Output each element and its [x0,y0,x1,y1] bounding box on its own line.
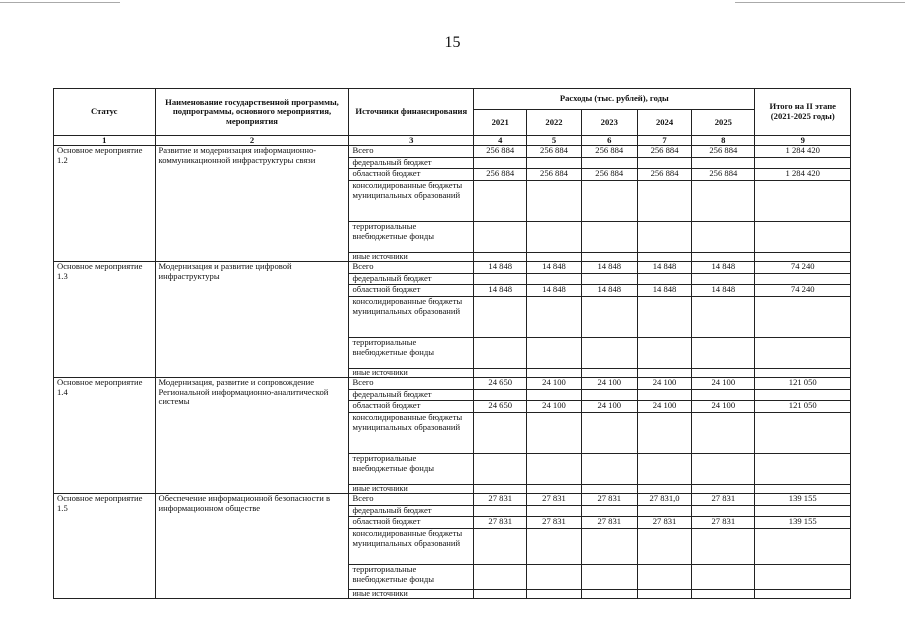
year-value-cell [527,529,581,565]
measure-status: Основное мероприятие 1.5 [54,494,156,599]
measure-name: Модернизация, развитие и сопровождение Региональной информационно-аналитической системы [155,378,349,494]
year-value-cell: 256 884 [581,146,637,158]
year-value-cell [474,274,527,285]
year-value-cell: 24 100 [527,401,581,413]
year-value-cell [692,338,755,369]
year-value-cell [637,222,691,253]
year-value-cell: 24 100 [637,378,691,390]
col-number: 4 [474,136,527,146]
year-value-cell [581,158,637,169]
total-value-cell: 1 284 420 [755,146,851,158]
year-value-cell: 256 884 [692,146,755,158]
year-value-cell [692,181,755,222]
col-number: 2 [155,136,349,146]
year-value-cell: 14 848 [637,262,691,274]
year-value-cell [637,506,691,517]
header-total: Итого на II этапе (2021-2025 годы) [755,89,851,136]
year-value-cell: 256 884 [527,146,581,158]
year-value-cell [474,529,527,565]
year-value-cell: 27 831 [581,494,637,506]
year-value-cell [527,369,581,378]
funding-source-label: областной бюджет [349,169,474,181]
year-value-cell [527,590,581,599]
header-year: 2025 [692,110,755,136]
year-value-cell [527,454,581,485]
col-number: 3 [349,136,474,146]
year-value-cell [581,565,637,590]
funding-source-label: территориальные внебюджетные фонды [349,565,474,590]
total-value-cell [755,565,851,590]
total-value-cell [755,181,851,222]
year-value-cell [474,297,527,338]
total-value-cell: 1 284 420 [755,169,851,181]
year-value-cell [637,369,691,378]
table-row [54,378,851,390]
year-value-cell: 256 884 [637,169,691,181]
year-value-cell [527,158,581,169]
year-value-cell: 14 848 [474,262,527,274]
year-value-cell [581,253,637,262]
year-value-cell [527,390,581,401]
measure-name: Обеспечение информационной безопасности в информационном обществе [155,494,349,599]
budget-table [53,88,851,599]
year-value-cell [474,338,527,369]
year-value-cell [474,506,527,517]
year-value-cell: 14 848 [692,285,755,297]
measure-name: Развитие и модернизация информационно-коммуникационной инфраструктуры связи [155,146,349,262]
year-value-cell [637,590,691,599]
col-number: 9 [755,136,851,146]
year-value-cell: 24 650 [474,378,527,390]
table-row [54,494,851,506]
total-value-cell [755,529,851,565]
year-value-cell [692,529,755,565]
col-number: 5 [527,136,581,146]
header-name: Наименование государственной программы, подпрограммы, основного мероприятия, мероприятия [155,89,349,136]
table-row [54,262,851,274]
year-value-cell [692,297,755,338]
year-value-cell [581,338,637,369]
funding-source-label: областной бюджет [349,401,474,413]
year-value-cell [474,413,527,454]
funding-source-label: иные источники [349,590,474,599]
year-value-cell [581,222,637,253]
year-value-cell [581,506,637,517]
total-value-cell [755,590,851,599]
year-value-cell: 27 831 [474,494,527,506]
year-value-cell: 14 848 [692,262,755,274]
total-value-cell [755,222,851,253]
year-value-cell [581,413,637,454]
year-value-cell: 27 831 [527,517,581,529]
funding-source-label: федеральный бюджет [349,506,474,517]
year-value-cell [637,253,691,262]
measure-status: Основное мероприятие 1.2 [54,146,156,262]
year-value-cell [637,158,691,169]
col-number: 1 [54,136,156,146]
year-value-cell [581,181,637,222]
year-value-cell [527,222,581,253]
header-year: 2022 [527,110,581,136]
year-value-cell: 24 650 [474,401,527,413]
year-value-cell: 14 848 [527,285,581,297]
total-value-cell [755,485,851,494]
header-status: Статус [54,89,156,136]
funding-source-label: Всего [349,262,474,274]
year-value-cell [474,158,527,169]
year-value-cell: 256 884 [474,169,527,181]
total-value-cell [755,454,851,485]
total-value-cell: 139 155 [755,517,851,529]
year-value-cell [692,274,755,285]
total-value-cell [755,338,851,369]
year-value-cell [527,274,581,285]
year-value-cell: 256 884 [637,146,691,158]
year-value-cell [692,158,755,169]
year-value-cell: 24 100 [581,378,637,390]
header-year: 2023 [581,110,637,136]
total-value-cell: 74 240 [755,262,851,274]
year-value-cell [692,413,755,454]
year-value-cell: 27 831 [581,517,637,529]
year-value-cell [637,565,691,590]
year-value-cell [637,454,691,485]
funding-source-label: иные источники [349,253,474,262]
year-value-cell: 14 848 [581,262,637,274]
year-value-cell [637,485,691,494]
year-value-cell [527,253,581,262]
year-value-cell [637,274,691,285]
funding-source-label: территориальные внебюджетные фонды [349,454,474,485]
year-value-cell [474,222,527,253]
year-value-cell [637,181,691,222]
measure-status: Основное мероприятие 1.3 [54,262,156,378]
year-value-cell [474,369,527,378]
total-value-cell: 121 050 [755,378,851,390]
funding-source-label: областной бюджет [349,517,474,529]
year-value-cell [581,454,637,485]
header-year: 2024 [637,110,691,136]
total-value-cell: 74 240 [755,285,851,297]
year-value-cell: 27 831 [692,517,755,529]
total-value-cell [755,158,851,169]
year-value-cell [527,181,581,222]
year-value-cell [692,565,755,590]
year-value-cell [637,390,691,401]
funding-source-label: иные источники [349,369,474,378]
year-value-cell [581,590,637,599]
year-value-cell: 24 100 [692,378,755,390]
total-value-cell [755,390,851,401]
funding-source-label: Всего [349,146,474,158]
total-value-cell [755,297,851,338]
year-value-cell [474,454,527,485]
year-value-cell [637,338,691,369]
scan-mark-right [735,2,905,3]
year-value-cell [527,485,581,494]
total-value-cell: 139 155 [755,494,851,506]
year-value-cell: 27 831 [692,494,755,506]
year-value-cell [581,529,637,565]
year-value-cell: 24 100 [527,378,581,390]
funding-source-label: Всего [349,378,474,390]
total-value-cell [755,506,851,517]
year-value-cell: 256 884 [474,146,527,158]
year-value-cell: 256 884 [692,169,755,181]
col-number: 8 [692,136,755,146]
year-value-cell: 14 848 [581,285,637,297]
year-value-cell [474,485,527,494]
funding-source-label: территориальные внебюджетные фонды [349,222,474,253]
year-value-cell [692,454,755,485]
year-value-cell [474,390,527,401]
year-value-cell [692,369,755,378]
year-value-cell [692,590,755,599]
year-value-cell: 27 831,0 [637,494,691,506]
year-value-cell: 24 100 [692,401,755,413]
year-value-cell: 27 831 [474,517,527,529]
year-value-cell [692,253,755,262]
funding-source-label: федеральный бюджет [349,158,474,169]
year-value-cell [474,590,527,599]
funding-source-label: консолидированные бюджеты муниципальных образований [349,297,474,338]
year-value-cell [474,253,527,262]
year-value-cell [692,485,755,494]
measure-status: Основное мероприятие 1.4 [54,378,156,494]
year-value-cell [581,485,637,494]
year-value-cell: 27 831 [637,517,691,529]
year-value-cell [692,506,755,517]
year-value-cell [474,565,527,590]
funding-source-label: консолидированные бюджеты муниципальных образований [349,181,474,222]
year-value-cell [527,297,581,338]
page-number: 15 [444,34,461,51]
year-value-cell [581,297,637,338]
funding-source-label: территориальные внебюджетные фонды [349,338,474,369]
funding-source-label: федеральный бюджет [349,274,474,285]
total-value-cell [755,413,851,454]
col-number: 6 [581,136,637,146]
funding-source-label: областной бюджет [349,285,474,297]
year-value-cell: 14 848 [527,262,581,274]
funding-source-label: иные источники [349,485,474,494]
table-body [54,146,851,599]
year-value-cell [637,297,691,338]
funding-source-label: консолидированные бюджеты муниципальных образований [349,413,474,454]
header-year: 2021 [474,110,527,136]
year-value-cell [527,506,581,517]
year-value-cell: 256 884 [527,169,581,181]
year-value-cell: 24 100 [581,401,637,413]
year-value-cell [692,390,755,401]
col-number: 7 [637,136,691,146]
year-value-cell: 256 884 [581,169,637,181]
total-value-cell [755,253,851,262]
measure-name: Модернизация и развитие цифровой инфраструктуры [155,262,349,378]
year-value-cell [527,565,581,590]
year-value-cell [474,181,527,222]
year-value-cell: 24 100 [637,401,691,413]
total-value-cell [755,274,851,285]
year-value-cell [637,529,691,565]
year-value-cell: 14 848 [637,285,691,297]
total-value-cell: 121 050 [755,401,851,413]
funding-source-label: Всего [349,494,474,506]
header-sources: Источники финансирования [349,89,474,136]
year-value-cell [637,413,691,454]
year-value-cell: 27 831 [527,494,581,506]
table-row [54,146,851,158]
funding-source-label: консолидированные бюджеты муниципальных образований [349,529,474,565]
year-value-cell [581,390,637,401]
year-value-cell [527,338,581,369]
total-value-cell [755,369,851,378]
year-value-cell [692,222,755,253]
scan-mark-left [0,2,120,3]
funding-source-label: федеральный бюджет [349,390,474,401]
year-value-cell [581,274,637,285]
year-value-cell [527,413,581,454]
header-expenses: Расходы (тыс. рублей), годы [474,89,755,110]
year-value-cell [581,369,637,378]
year-value-cell: 14 848 [474,285,527,297]
